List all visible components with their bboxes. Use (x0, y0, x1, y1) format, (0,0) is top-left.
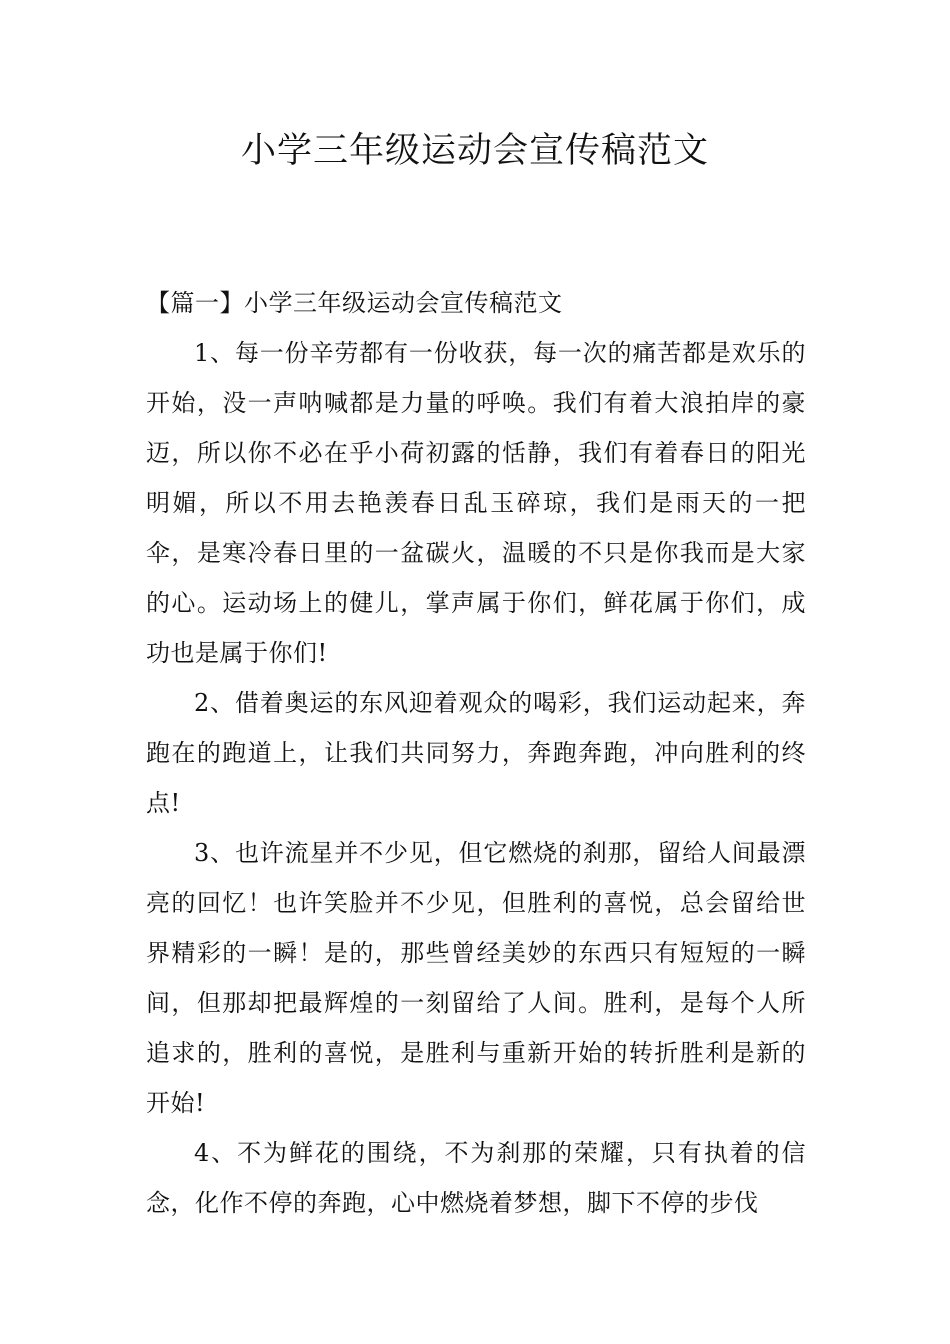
paragraph-2: 2、借着奥运的东风迎着观众的喝彩，我们运动起来，奔跑在的跑道上，让我们共同努力，奔跑奔跑，冲向胜利的终点! (146, 689, 806, 817)
section-heading: 【篇一】小学三年级运动会宣传稿范文 (146, 289, 563, 317)
paragraph-3: 3、也许流星并不少见，但它燃烧的刹那，留给人间最漂亮的回忆！也许笑脸并不少见，但胜利的喜悦，总会留给世界精彩的一瞬！是的，那些曾经美妙的东西只有短短的一瞬间，但那却把最辉煌的一刻留给了人间。胜利，是每个人所追求的，胜利的喜悦，是胜利与重新开始的转折胜利是新的开始! (146, 839, 806, 1117)
paragraph-1: 1、每一份辛劳都有一份收获，每一次的痛苦都是欢乐的开始，没一声呐喊都是力量的呼唤。我们有着大浪拍岸的豪迈，所以你不必在乎小荷初露的恬静，我们有着春日的阳光明媚，所以不用去艳羡春日乱玉碎琼，我们是雨天的一把伞，是寒冷春日里的一盆碳火，温暖的不只是你我而是大家的心。运动场上的健儿，掌声属于你们，鲜花属于你们，成功也是属于你们! (146, 339, 806, 667)
paragraph-4: 4、不为鲜花的围绕，不为刹那的荣耀，只有执着的信念，化作不停的奔跑，心中燃烧着梦想，脚下不停的步伐 (146, 1139, 806, 1217)
document-body (146, 278, 806, 1228)
document-title: 小学三年级运动会宣传稿范文 (240, 131, 709, 171)
